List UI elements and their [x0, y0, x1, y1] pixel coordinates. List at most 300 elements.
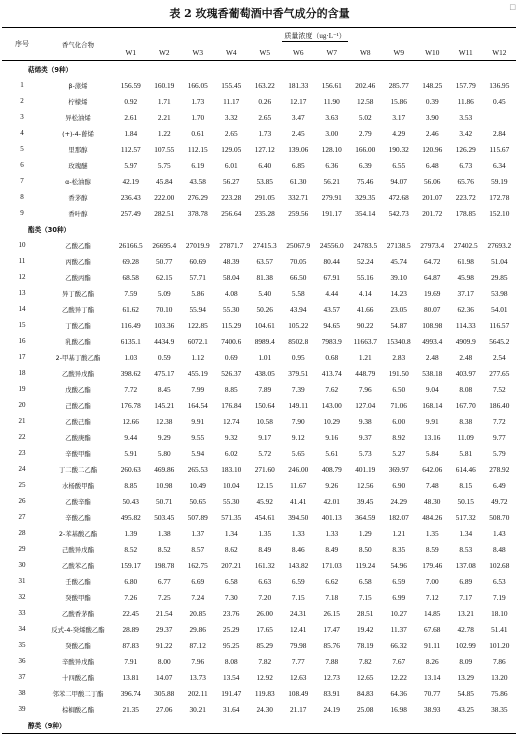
- value-cell: 54.96: [390, 560, 407, 570]
- compound-name: 乙酸丙酯: [65, 273, 91, 282]
- header-sample-w11: W11: [458, 48, 473, 57]
- value-cell: 15340.8: [386, 336, 411, 346]
- row-index: 30: [18, 561, 26, 569]
- value-cell: 24556.0: [319, 240, 344, 250]
- value-cell: 10.27: [390, 608, 407, 618]
- value-cell: 27.06: [156, 704, 173, 714]
- value-cell: 104.61: [254, 320, 275, 330]
- value-cell: 3.90: [425, 112, 439, 122]
- value-cell: 87.83: [122, 640, 139, 650]
- table-row: [2, 701, 516, 717]
- row-index: 4: [20, 129, 24, 137]
- value-cell: 4434.9: [154, 336, 175, 346]
- value-cell: 538.18: [422, 368, 443, 378]
- row-index: 25: [18, 481, 26, 489]
- table-row: [2, 317, 516, 333]
- value-cell: 332.71: [288, 192, 309, 202]
- value-cell: 5.61: [325, 448, 339, 458]
- value-cell: 94.65: [323, 320, 340, 330]
- value-cell: 6072.1: [187, 336, 208, 346]
- value-cell: 50.65: [189, 496, 206, 506]
- row-index: 27: [18, 513, 26, 521]
- header-sample-w1: W1: [125, 48, 137, 57]
- value-cell: 3.53: [459, 112, 473, 122]
- value-cell: 7.90: [291, 416, 305, 426]
- value-cell: 495.82: [120, 512, 141, 522]
- compound-name: 癸酸甲酯: [65, 593, 91, 602]
- value-cell: 128.10: [321, 144, 342, 154]
- value-cell: 12.38: [156, 416, 173, 426]
- value-cell: 7.48: [425, 480, 439, 490]
- table-row: [2, 557, 516, 573]
- value-cell: 8.48: [492, 544, 506, 554]
- table-row: [2, 461, 516, 477]
- value-cell: 401.19: [355, 464, 376, 474]
- compound-name: 戊酸乙酯: [65, 385, 91, 394]
- value-cell: 12.74: [223, 416, 240, 426]
- value-cell: 70.10: [156, 304, 173, 314]
- row-index: 26: [18, 497, 26, 505]
- value-cell: 1.29: [358, 528, 372, 538]
- table-row: [2, 381, 516, 397]
- value-cell: 2.84: [492, 128, 506, 138]
- value-cell: 2.65: [258, 112, 272, 122]
- value-cell: 112.15: [187, 144, 208, 154]
- value-cell: 278.92: [489, 464, 510, 474]
- value-cell: 12.65: [357, 672, 374, 682]
- value-cell: 7.91: [124, 656, 138, 666]
- row-index: 21: [18, 417, 26, 425]
- value-cell: 508.70: [489, 512, 510, 522]
- value-cell: 27973.4: [420, 240, 445, 250]
- value-cell: 364.59: [355, 512, 376, 522]
- value-cell: 202.11: [187, 688, 208, 698]
- value-cell: 0.26: [258, 96, 272, 106]
- value-cell: 6.62: [325, 576, 339, 586]
- value-cell: 41.66: [357, 304, 374, 314]
- value-cell: 6.00: [392, 416, 406, 426]
- row-index: 7: [20, 177, 24, 185]
- value-cell: 62.36: [457, 304, 474, 314]
- compound-name: 乙酸异丁酯: [62, 305, 94, 314]
- value-cell: 8.46: [291, 544, 305, 554]
- value-cell: 1.84: [124, 128, 138, 138]
- header-sample-w4: W4: [225, 48, 237, 57]
- value-cell: 5.58: [291, 288, 305, 298]
- value-cell: 2.65: [224, 128, 238, 138]
- value-cell: 6.58: [224, 576, 238, 586]
- value-cell: 1.43: [492, 528, 506, 538]
- value-cell: 6.19: [191, 160, 205, 170]
- value-cell: 181.33: [288, 80, 309, 90]
- value-cell: 66.32: [390, 640, 407, 650]
- section-label: 酯类（30种）: [28, 226, 71, 234]
- value-cell: 1.33: [291, 528, 305, 538]
- value-cell: 62.15: [156, 272, 173, 282]
- value-cell: 8.15: [459, 480, 473, 490]
- value-cell: 6.77: [157, 576, 171, 586]
- value-cell: 75.86: [491, 688, 508, 698]
- compound-name: 柠檬烯: [68, 97, 88, 106]
- section-row: [2, 61, 516, 78]
- value-cell: 78.19: [357, 640, 374, 650]
- value-cell: 0.39: [425, 96, 439, 106]
- value-cell: 19.42: [357, 624, 374, 634]
- compound-name: α-松油醇: [65, 177, 91, 186]
- table-row: [2, 349, 516, 365]
- value-cell: 475.17: [154, 368, 175, 378]
- value-cell: 14.23: [390, 288, 407, 298]
- value-cell: [483, 109, 517, 125]
- value-cell: 256.64: [221, 208, 242, 218]
- table-row: [2, 269, 516, 285]
- value-cell: 7.99: [191, 384, 205, 394]
- value-cell: 5.02: [358, 112, 372, 122]
- value-cell: 276.29: [187, 192, 208, 202]
- value-cell: 54.01: [491, 304, 508, 314]
- row-index: 19: [18, 385, 26, 393]
- section-row: [2, 717, 516, 734]
- value-cell: 469.86: [154, 464, 175, 474]
- value-cell: 2.45: [291, 128, 305, 138]
- row-index: 2: [20, 97, 24, 105]
- value-cell: 7.77: [291, 656, 305, 666]
- value-cell: 2.21: [157, 112, 171, 122]
- value-cell: 23.76: [223, 608, 240, 618]
- row-index: 38: [18, 689, 26, 697]
- row-index: 15: [18, 321, 26, 329]
- value-cell: 13.16: [424, 432, 441, 442]
- value-cell: 1.73: [191, 96, 205, 106]
- value-cell: 60.69: [189, 256, 206, 266]
- value-cell: 38.93: [424, 704, 441, 714]
- value-cell: 61.98: [457, 256, 474, 266]
- row-index: 12: [18, 273, 26, 281]
- value-cell: 2.48: [459, 352, 473, 362]
- value-cell: 13.81: [122, 672, 139, 682]
- value-cell: 9.16: [325, 432, 339, 442]
- value-cell: 14.07: [156, 672, 173, 682]
- value-cell: 223.72: [455, 192, 476, 202]
- table-row: [2, 173, 516, 189]
- value-cell: 26166.5: [118, 240, 143, 250]
- value-cell: 120.96: [422, 144, 443, 154]
- value-cell: 152.10: [489, 208, 510, 218]
- value-cell: 0.92: [124, 96, 138, 106]
- value-cell: 11.37: [390, 624, 407, 634]
- value-cell: 56.27: [223, 176, 240, 186]
- value-cell: 265.53: [187, 464, 208, 474]
- value-cell: 85.29: [256, 640, 273, 650]
- value-cell: 21.35: [122, 704, 139, 714]
- value-cell: 139.06: [288, 144, 309, 154]
- table-row: [2, 397, 516, 413]
- value-cell: 7.67: [392, 656, 406, 666]
- value-cell: 12.58: [357, 96, 374, 106]
- row-index: 39: [18, 705, 26, 713]
- value-cell: 157.79: [455, 80, 476, 90]
- value-cell: 49.72: [491, 496, 508, 506]
- value-cell: 1.12: [191, 352, 205, 362]
- value-cell: 26.15: [323, 608, 340, 618]
- value-cell: 178.85: [455, 208, 476, 218]
- value-cell: 285.77: [388, 80, 409, 90]
- compound-name: 异松油烯: [65, 113, 91, 122]
- value-cell: 84.83: [357, 688, 374, 698]
- value-cell: 223.28: [221, 192, 242, 202]
- value-cell: 162.75: [187, 560, 208, 570]
- table-row: [2, 125, 516, 141]
- value-cell: 8.53: [459, 544, 473, 554]
- value-cell: 161.32: [254, 560, 275, 570]
- table-row: [2, 493, 516, 509]
- value-cell: 9.04: [425, 384, 439, 394]
- value-cell: 53.85: [256, 176, 273, 186]
- value-cell: 81.38: [256, 272, 273, 282]
- value-cell: 7.19: [492, 592, 506, 602]
- table-title: 表 2 玫瑰香葡萄酒中香气成分的含量: [169, 7, 350, 20]
- value-cell: 5.75: [157, 160, 171, 170]
- value-cell: 6.69: [191, 576, 205, 586]
- value-cell: 201.07: [422, 192, 443, 202]
- value-cell: 167.70: [455, 400, 476, 410]
- value-cell: 39.10: [390, 272, 407, 282]
- value-cell: 7983.9: [321, 336, 342, 346]
- value-cell: 6.39: [358, 160, 372, 170]
- value-cell: 191.47: [221, 688, 242, 698]
- compound-name: 邻苯二甲酸二丁酯: [52, 689, 104, 698]
- value-cell: 9.44: [124, 432, 138, 442]
- value-cell: 6.34: [492, 160, 506, 170]
- row-index: 18: [18, 369, 26, 377]
- value-cell: 53.98: [491, 288, 508, 298]
- value-cell: 37.17: [457, 288, 474, 298]
- value-cell: 12.73: [323, 672, 340, 682]
- value-cell: 24.19: [323, 704, 340, 714]
- value-cell: 7.82: [258, 656, 272, 666]
- value-cell: 27402.5: [453, 240, 478, 250]
- value-cell: 8.59: [425, 544, 439, 554]
- value-cell: 0.59: [157, 352, 171, 362]
- value-cell: 9.17: [258, 432, 272, 442]
- value-cell: 59.19: [491, 176, 508, 186]
- value-cell: 6.49: [492, 480, 506, 490]
- value-cell: 27693.2: [487, 240, 512, 250]
- value-cell: 222.00: [154, 192, 175, 202]
- compound-name: 壬酸乙酯: [65, 577, 91, 586]
- section-label: 醇类（9种）: [28, 722, 66, 730]
- value-cell: 542.73: [388, 208, 409, 218]
- value-cell: 12.41: [290, 624, 307, 634]
- value-cell: 50.15: [457, 496, 474, 506]
- value-cell: 1.35: [425, 528, 439, 538]
- value-cell: 472.68: [388, 192, 409, 202]
- value-cell: 5.09: [157, 288, 171, 298]
- value-cell: 21.54: [156, 608, 173, 618]
- value-cell: 12.17: [290, 96, 307, 106]
- value-cell: 7.82: [358, 656, 372, 666]
- value-cell: 8.08: [224, 656, 238, 666]
- compound-name: 乙酸庚酯: [65, 433, 91, 442]
- value-cell: 13.14: [424, 672, 441, 682]
- value-cell: 5.91: [124, 448, 138, 458]
- value-cell: 7400.6: [221, 336, 242, 346]
- value-cell: 11.17: [223, 96, 240, 106]
- value-cell: 48.30: [424, 496, 441, 506]
- value-cell: 5.94: [191, 448, 205, 458]
- table-row: [2, 333, 516, 349]
- table-body: [2, 61, 516, 734]
- value-cell: 9.37: [358, 432, 372, 442]
- value-cell: 1.73: [258, 128, 272, 138]
- compound-name: 癸酸乙酯: [65, 641, 91, 650]
- value-cell: 12.56: [357, 480, 374, 490]
- value-cell: 85.76: [323, 640, 340, 650]
- value-cell: 91.22: [156, 640, 173, 650]
- value-cell: 190.32: [388, 144, 409, 154]
- value-cell: 5.84: [425, 448, 439, 458]
- value-cell: 8.52: [124, 544, 138, 554]
- value-cell: 3.00: [325, 128, 339, 138]
- value-cell: 2.46: [425, 128, 439, 138]
- table-row: [2, 685, 516, 701]
- value-cell: 8989.4: [254, 336, 275, 346]
- value-cell: 28.89: [122, 624, 139, 634]
- value-cell: 25.08: [357, 704, 374, 714]
- header-sample-w10: W10: [425, 48, 440, 57]
- value-cell: 0.95: [291, 352, 305, 362]
- value-cell: 8.26: [425, 656, 439, 666]
- value-cell: 398.62: [120, 368, 141, 378]
- row-index: 10: [18, 241, 26, 249]
- value-cell: 9.12: [291, 432, 305, 442]
- value-cell: 507.89: [187, 512, 208, 522]
- value-cell: 183.10: [221, 464, 242, 474]
- value-cell: 66.50: [290, 272, 307, 282]
- value-cell: 8.85: [224, 384, 238, 394]
- value-cell: 10.29: [323, 416, 340, 426]
- value-cell: 448.79: [355, 368, 376, 378]
- value-cell: 5.73: [358, 448, 372, 458]
- value-cell: 526.37: [221, 368, 242, 378]
- compound-name: 乙酸乙酯: [65, 241, 91, 250]
- compound-name: 里那醇: [68, 145, 88, 154]
- value-cell: 6.36: [325, 160, 339, 170]
- value-cell: 70.05: [290, 256, 307, 266]
- value-cell: 394.50: [288, 512, 309, 522]
- value-cell: 8.09: [459, 656, 473, 666]
- value-cell: 115.67: [489, 144, 510, 154]
- value-cell: 122.85: [187, 320, 208, 330]
- table-row: [2, 237, 516, 253]
- value-cell: 401.13: [321, 512, 342, 522]
- value-cell: 23.05: [390, 304, 407, 314]
- row-index: 17: [18, 353, 26, 361]
- value-cell: 396.74: [120, 688, 141, 698]
- value-cell: 8502.8: [288, 336, 309, 346]
- value-cell: 7.72: [124, 384, 138, 394]
- value-cell: 260.63: [120, 464, 141, 474]
- value-cell: 12.63: [290, 672, 307, 682]
- table-row: [2, 653, 516, 669]
- value-cell: 108.49: [288, 688, 309, 698]
- value-cell: 149.11: [288, 400, 309, 410]
- row-index: 34: [18, 625, 26, 633]
- value-cell: 127.04: [355, 400, 376, 410]
- value-cell: 236.43: [120, 192, 141, 202]
- row-index: 6: [20, 161, 24, 169]
- header-sample-w3: W3: [192, 48, 204, 57]
- value-cell: 7.59: [124, 288, 138, 298]
- value-cell: 51.04: [491, 256, 508, 266]
- value-cell: 0.61: [191, 128, 205, 138]
- row-index: 28: [18, 529, 26, 537]
- value-cell: 408.79: [321, 464, 342, 474]
- value-cell: 7.88: [325, 656, 339, 666]
- value-cell: 156.59: [120, 80, 141, 90]
- value-cell: 4.44: [325, 288, 339, 298]
- value-cell: 291.05: [254, 192, 275, 202]
- value-cell: 14.85: [424, 608, 441, 618]
- value-cell: 15.86: [390, 96, 407, 106]
- value-cell: 11663.7: [353, 336, 377, 346]
- value-cell: 4.29: [392, 128, 406, 138]
- value-cell: 9.26: [325, 480, 339, 490]
- value-cell: 24.30: [256, 704, 273, 714]
- value-cell: 2.79: [358, 128, 372, 138]
- value-cell: 27871.7: [219, 240, 244, 250]
- value-cell: 87.12: [189, 640, 206, 650]
- value-cell: 7.20: [258, 592, 272, 602]
- value-cell: 6.89: [459, 576, 473, 586]
- value-cell: 8.49: [325, 544, 339, 554]
- value-cell: 21.17: [290, 704, 307, 714]
- value-cell: 614.46: [455, 464, 476, 474]
- value-cell: 43.94: [290, 304, 307, 314]
- value-cell: 42.19: [122, 176, 139, 186]
- value-cell: 369.97: [388, 464, 409, 474]
- value-cell: 7.25: [157, 592, 171, 602]
- table-row: [2, 573, 516, 589]
- value-cell: 17.65: [256, 624, 273, 634]
- value-cell: 202.46: [355, 80, 376, 90]
- value-cell: 95.25: [223, 640, 240, 650]
- value-cell: 6.55: [392, 160, 406, 170]
- value-cell: 45.84: [156, 176, 173, 186]
- table-row: [2, 109, 516, 125]
- value-cell: 55.94: [189, 304, 206, 314]
- table-row: [2, 301, 516, 317]
- value-cell: 9.32: [224, 432, 238, 442]
- value-cell: 8.85: [124, 480, 138, 490]
- value-cell: 8.08: [459, 384, 473, 394]
- value-cell: 50.77: [156, 256, 173, 266]
- value-cell: 19.69: [424, 288, 441, 298]
- value-cell: 41.41: [290, 496, 307, 506]
- value-cell: 4.14: [358, 288, 372, 298]
- value-cell: 48.39: [223, 256, 240, 266]
- compound-name: 辛酸乙酯: [65, 513, 91, 522]
- value-cell: 198.78: [154, 560, 175, 570]
- compound-name: 十四酸乙酯: [62, 673, 94, 682]
- value-cell: 8.35: [392, 544, 406, 554]
- value-cell: 2.54: [492, 352, 506, 362]
- value-cell: 7.18: [325, 592, 339, 602]
- value-cell: 54.85: [457, 688, 474, 698]
- compound-name: 香茅醇: [68, 193, 88, 202]
- value-cell: 7.15: [291, 592, 305, 602]
- value-cell: 1.39: [124, 528, 138, 538]
